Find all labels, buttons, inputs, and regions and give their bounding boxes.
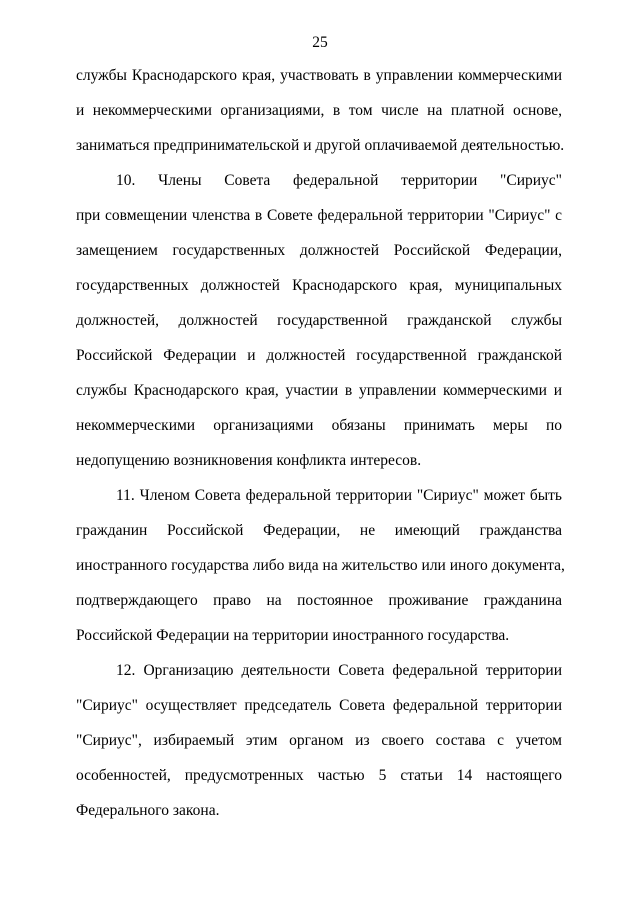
paragraph-10-first-line: 10. Члены Совета федеральной территории "Сириус" (116, 172, 562, 189)
text-line: подтверждающего право на постоянное проживание гражданина (76, 592, 562, 609)
paragraph-12-first-line: 12. Организацию деятельности Совета федеральной территории (116, 662, 562, 679)
text-line: службы Краснодарского края, участвовать в управлении коммерческими (76, 67, 562, 84)
paragraph-11-first-line: 11. Членом Совета федеральной территории "Сириус" может быть (116, 487, 562, 504)
text-line: особенностей, предусмотренных частью 5 статьи 14 настоящего (76, 767, 562, 784)
text-line: замещением государственных должностей Российской Федерации, (76, 242, 562, 259)
text-line: недопущению возникновения конфликта интересов. (76, 452, 422, 469)
page-number: 25 (312, 34, 328, 51)
text-line: Российской Федерации на территории иностранного государства. (76, 627, 510, 644)
text-line: Российской Федерации и должностей государственной гражданской (76, 347, 562, 364)
text-line: некоммерческими организациями обязаны принимать меры по (76, 417, 562, 434)
text-line: должностей, должностей государственной гражданской службы (76, 312, 562, 329)
text-line: при совмещении членства в Совете федеральной территории "Сириус" с (76, 207, 562, 224)
text-line: "Сириус" осуществляет председатель Совета федеральной территории (76, 697, 562, 714)
text-line: и некоммерческими организациями, в том числе на платной основе, (76, 102, 562, 119)
text-line: службы Краснодарского края, участии в управлении коммерческими и (76, 382, 562, 399)
text-line: гражданин Российской Федерации, не имеющий гражданства (76, 522, 562, 539)
text-line: государственных должностей Краснодарского края, муниципальных (76, 277, 562, 294)
text-line: "Сириус", избираемый этим органом из своего состава с учетом (76, 732, 562, 749)
text-line: заниматься предпринимательской и другой оплачиваемой деятельностью. (76, 137, 565, 154)
text-line: иностранного государства либо вида на жительство или иного документа, (76, 557, 565, 574)
text-line: Федерального закона. (76, 802, 220, 819)
